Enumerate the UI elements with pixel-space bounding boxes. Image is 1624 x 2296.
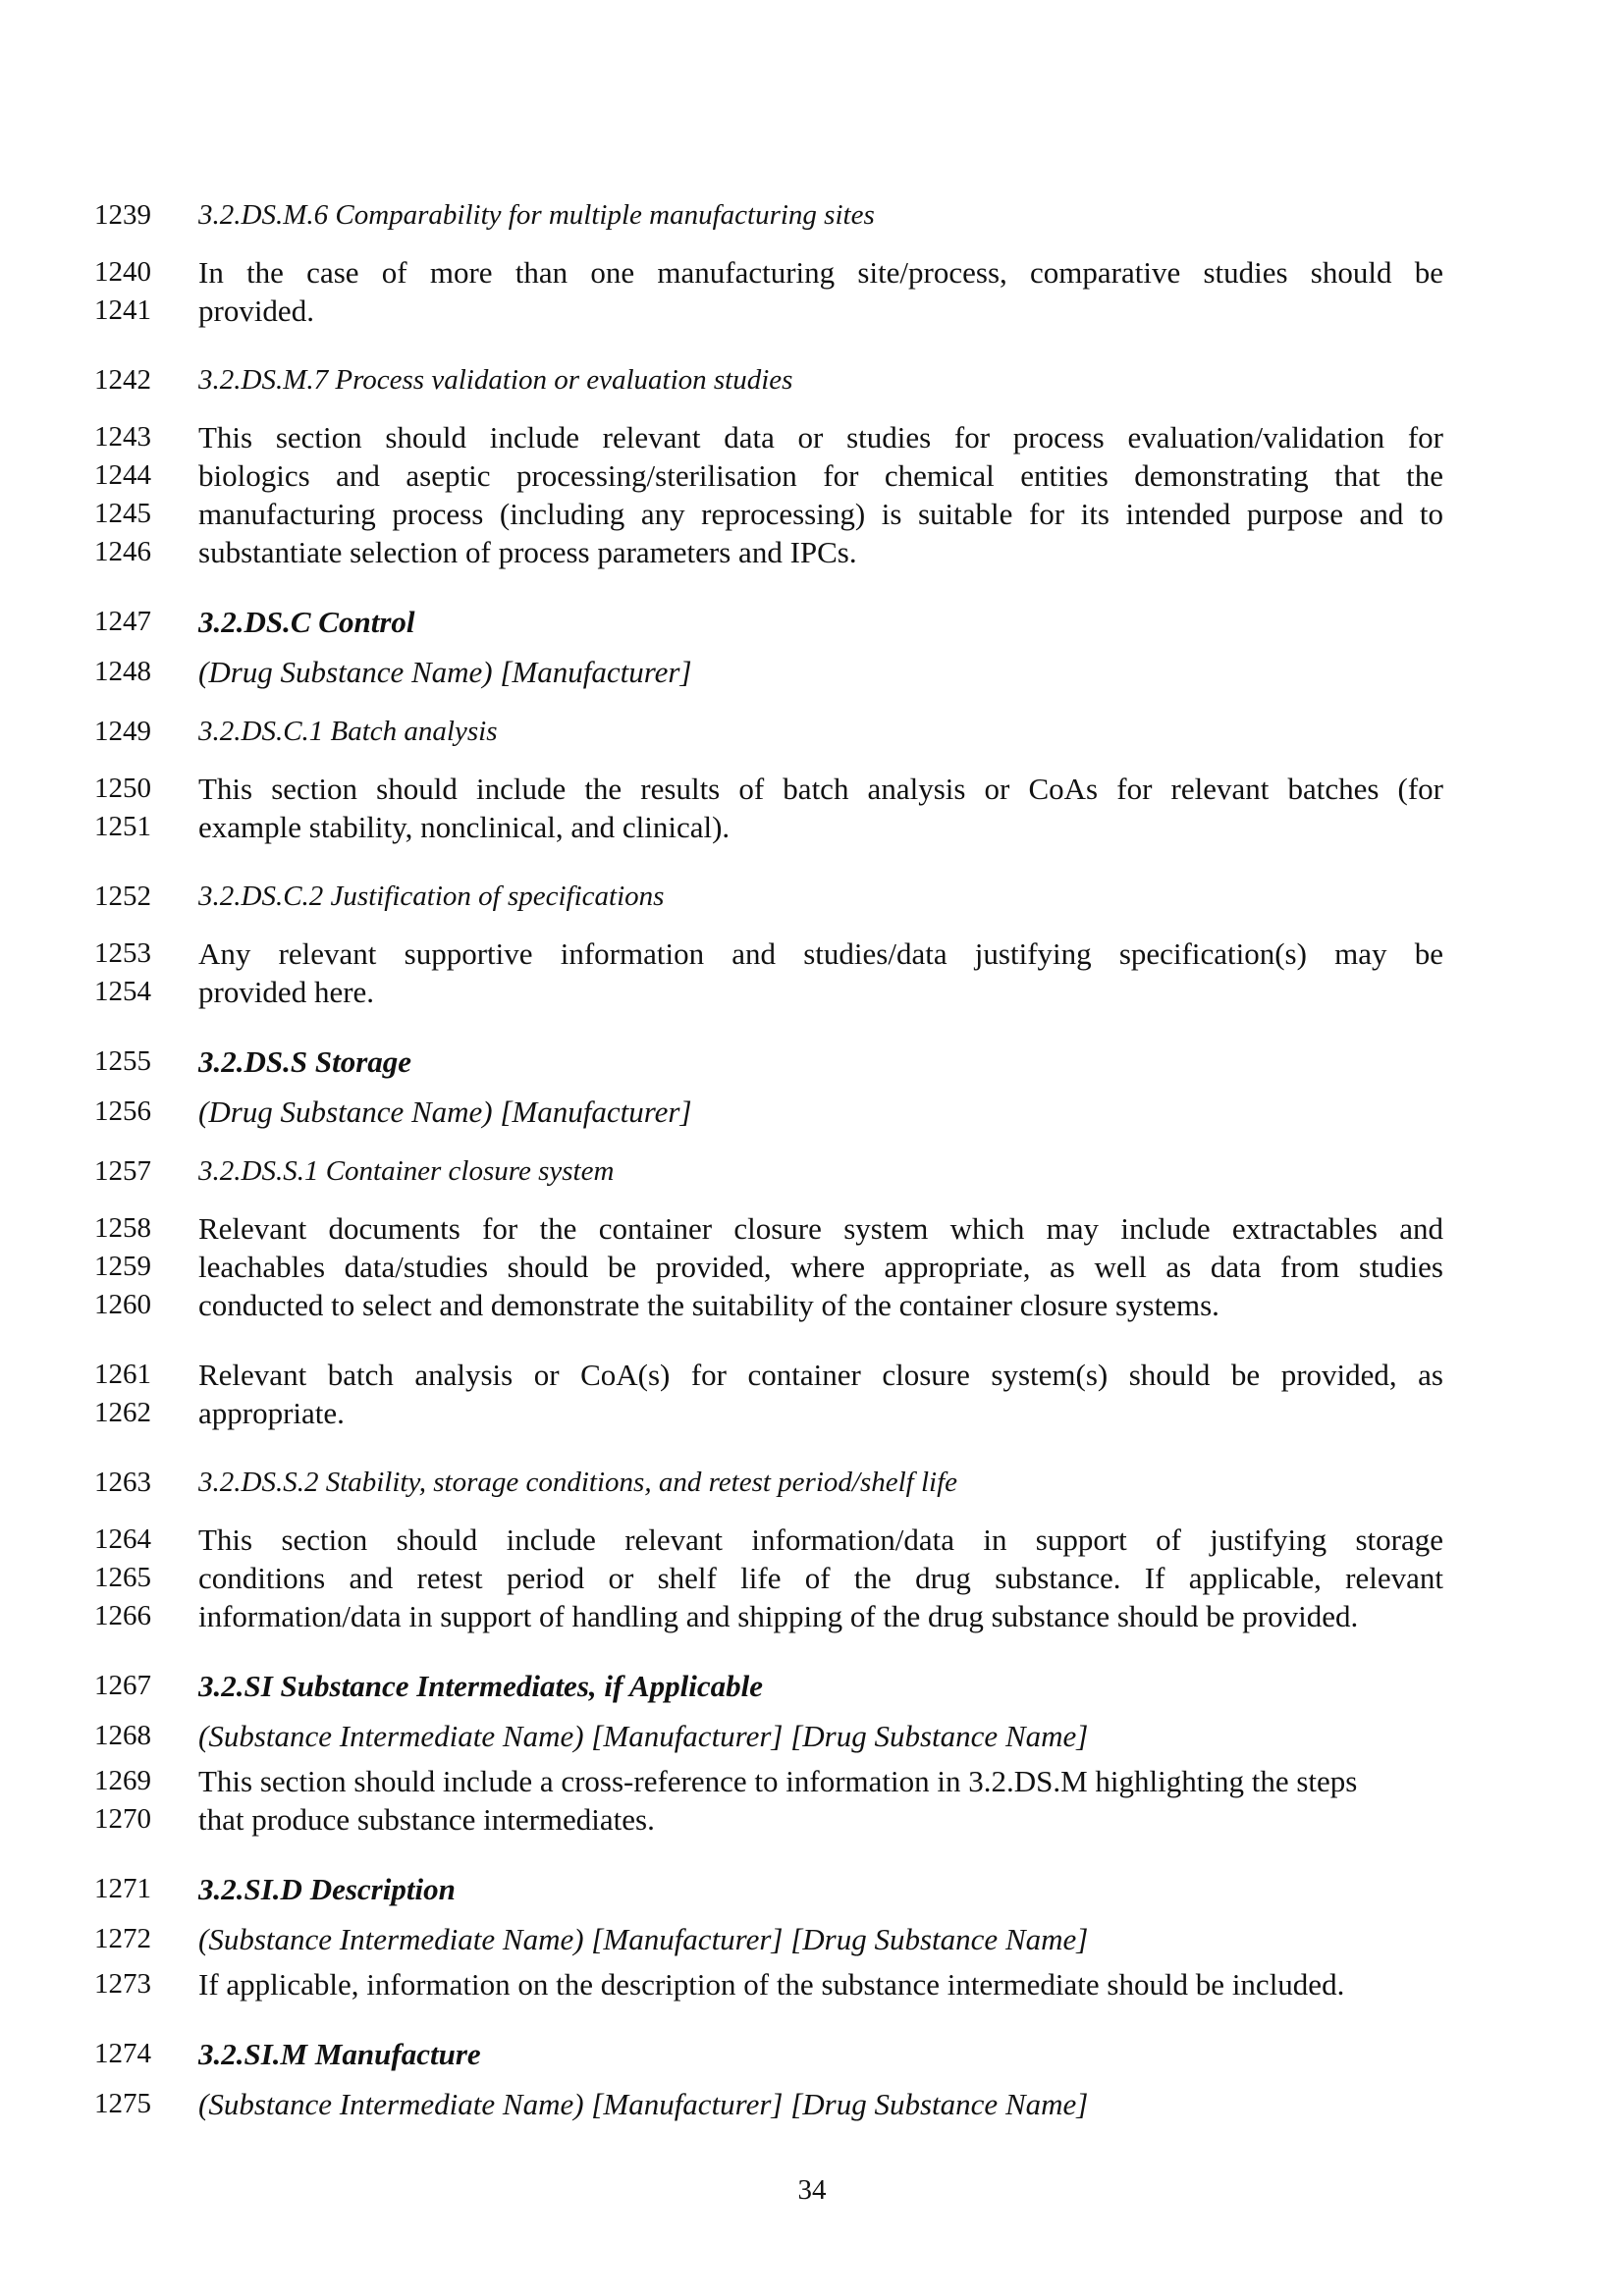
document-line bbox=[77, 253, 1451, 292]
body-text: In the case of more than one manufacturing site/process, comparative studies should be bbox=[198, 255, 1443, 290]
line-number: 1263 bbox=[94, 1467, 151, 1498]
line-number: 1265 bbox=[94, 1562, 151, 1593]
body-text: information/data in support of handling and shipping of the drug substance should be provided. bbox=[198, 1599, 1359, 1633]
document-line bbox=[77, 808, 1451, 846]
document-line bbox=[77, 1093, 1451, 1131]
section-placeholder: (Substance Intermediate Name) [Manufacturer] [Drug Substance Name] bbox=[198, 2087, 1089, 2121]
body-text: Relevant documents for the container closure system which may include extractables and bbox=[198, 1211, 1443, 1246]
line-number: 1248 bbox=[94, 656, 151, 687]
document-line bbox=[77, 196, 1451, 235]
document-line bbox=[77, 418, 1451, 456]
body-text: provided. bbox=[198, 294, 314, 328]
line-number: 1268 bbox=[94, 1720, 151, 1751]
body-text: example stability, nonclinical, and clinical). bbox=[198, 810, 731, 844]
document-line bbox=[77, 713, 1451, 751]
section-heading: 3.2.SI.D Description bbox=[198, 1872, 456, 1906]
body-text: appropriate. bbox=[198, 1396, 345, 1430]
subsection-heading: 3.2.DS.S.1 Container closure system bbox=[198, 1155, 615, 1187]
document-line bbox=[77, 533, 1451, 571]
document-line bbox=[77, 878, 1451, 916]
section-placeholder: (Substance Intermediate Name) [Manufacturer] [Drug Substance Name] bbox=[198, 1719, 1089, 1753]
line-number: 1262 bbox=[94, 1397, 151, 1428]
body-text: conditions and retest period or shelf life of the drug substance. If applicable, relevant bbox=[198, 1561, 1443, 1595]
document-line bbox=[77, 934, 1451, 973]
subsection-heading: 3.2.DS.M.6 Comparability for multiple manufacturing sites bbox=[198, 199, 875, 231]
document-line bbox=[77, 361, 1451, 400]
line-number: 1267 bbox=[94, 1670, 151, 1701]
document-line bbox=[77, 1559, 1451, 1597]
line-number: 1254 bbox=[94, 976, 151, 1007]
subsection-heading: 3.2.DS.S.2 Stability, storage conditions, and retest period/shelf life bbox=[198, 1467, 958, 1498]
section-heading: 3.2.SI.M Manufacture bbox=[198, 2037, 481, 2071]
line-number: 1251 bbox=[94, 811, 151, 842]
section-heading: 3.2.SI Substance Intermediates, if Applicable bbox=[198, 1669, 763, 1703]
body-text: This section should include relevant information/data in support of justifying storage bbox=[198, 1522, 1443, 1557]
body-text: If applicable, information on the description of the substance intermediate should be included. bbox=[198, 1967, 1345, 2002]
document-line bbox=[77, 973, 1451, 1011]
document-line bbox=[77, 1356, 1451, 1394]
body-text: Any relevant supportive information and studies/data justifying specification(s) may be bbox=[198, 936, 1443, 971]
line-number: 1240 bbox=[94, 256, 151, 288]
page-number: 34 bbox=[797, 2174, 827, 2206]
subsection-heading: 3.2.DS.C.1 Batch analysis bbox=[198, 716, 498, 747]
document-line bbox=[77, 603, 1451, 641]
subsection-heading: 3.2.DS.C.2 Justification of specifications bbox=[198, 881, 665, 912]
section-heading: 3.2.DS.S Storage bbox=[198, 1044, 412, 1079]
section-placeholder: (Substance Intermediate Name) [Manufacturer] [Drug Substance Name] bbox=[198, 1922, 1089, 1956]
document-line bbox=[77, 1762, 1451, 1800]
document-line bbox=[77, 653, 1451, 691]
document-line bbox=[77, 1152, 1451, 1191]
line-number: 1242 bbox=[94, 364, 151, 396]
document-line bbox=[77, 1965, 1451, 2003]
document-line bbox=[77, 1717, 1451, 1755]
line-number: 1255 bbox=[94, 1045, 151, 1077]
line-number: 1264 bbox=[94, 1523, 151, 1555]
document-line bbox=[77, 1042, 1451, 1081]
line-number: 1247 bbox=[94, 606, 151, 637]
document-line bbox=[77, 495, 1451, 533]
line-number: 1261 bbox=[94, 1359, 151, 1390]
line-number: 1241 bbox=[94, 294, 151, 326]
body-text: leachables data/studies should be provided, where appropriate, as well as data from studies bbox=[198, 1250, 1443, 1284]
line-number: 1244 bbox=[94, 459, 151, 491]
body-text: This section should include a cross-reference to information in 3.2.DS.M highlighting the steps bbox=[198, 1764, 1358, 1798]
body-text: This section should include the results of batch analysis or CoAs for relevant batches (for bbox=[198, 772, 1443, 806]
line-number: 1266 bbox=[94, 1600, 151, 1631]
line-number: 1252 bbox=[94, 881, 151, 912]
body-text: that produce substance intermediates. bbox=[198, 1802, 655, 1837]
line-number: 1272 bbox=[94, 1923, 151, 1954]
document-line bbox=[77, 1667, 1451, 1705]
line-number: 1273 bbox=[94, 1968, 151, 2000]
line-number: 1275 bbox=[94, 2088, 151, 2119]
document-line bbox=[77, 1521, 1451, 1559]
line-number: 1253 bbox=[94, 937, 151, 969]
line-number: 1245 bbox=[94, 498, 151, 529]
document-line bbox=[77, 1248, 1451, 1286]
line-number: 1256 bbox=[94, 1095, 151, 1127]
line-number: 1239 bbox=[94, 199, 151, 231]
document-line bbox=[77, 1597, 1451, 1635]
document-line bbox=[77, 770, 1451, 808]
body-text: biologics and aseptic processing/sterilisation for chemical entities demonstrating that the bbox=[198, 458, 1443, 493]
line-number: 1269 bbox=[94, 1765, 151, 1796]
line-number: 1260 bbox=[94, 1289, 151, 1320]
document-line bbox=[77, 1464, 1451, 1502]
body-text: This section should include relevant data or studies for process evaluation/validation for bbox=[198, 420, 1443, 454]
line-number: 1270 bbox=[94, 1803, 151, 1835]
line-number: 1271 bbox=[94, 1873, 151, 1904]
document-line bbox=[77, 1920, 1451, 1958]
document-line bbox=[77, 456, 1451, 495]
section-placeholder: (Drug Substance Name) [Manufacturer] bbox=[198, 655, 692, 689]
document-line bbox=[77, 2085, 1451, 2123]
line-number: 1249 bbox=[94, 716, 151, 747]
body-text: provided here. bbox=[198, 975, 375, 1009]
document-line bbox=[77, 1800, 1451, 1839]
section-placeholder: (Drug Substance Name) [Manufacturer] bbox=[198, 1095, 692, 1129]
document-line bbox=[77, 1870, 1451, 1908]
section-heading: 3.2.DS.C Control bbox=[198, 605, 415, 639]
line-number: 1250 bbox=[94, 773, 151, 804]
line-number: 1274 bbox=[94, 2038, 151, 2069]
document-line bbox=[77, 292, 1451, 330]
document-line bbox=[77, 1394, 1451, 1432]
line-number: 1258 bbox=[94, 1212, 151, 1244]
document-line bbox=[77, 1209, 1451, 1248]
line-number: 1246 bbox=[94, 536, 151, 567]
line-number: 1259 bbox=[94, 1251, 151, 1282]
document-line bbox=[77, 1286, 1451, 1324]
body-text: conducted to select and demonstrate the suitability of the container closure systems. bbox=[198, 1288, 1219, 1322]
body-text: manufacturing process (including any reprocessing) is suitable for its intended purpose and to bbox=[198, 497, 1443, 531]
line-number: 1243 bbox=[94, 421, 151, 453]
document-line bbox=[77, 2035, 1451, 2073]
line-number: 1257 bbox=[94, 1155, 151, 1187]
body-text: substantiate selection of process parameters and IPCs. bbox=[198, 535, 857, 569]
body-text: Relevant batch analysis or CoA(s) for container closure system(s) should be provided, as bbox=[198, 1358, 1443, 1392]
subsection-heading: 3.2.DS.M.7 Process validation or evaluation studies bbox=[198, 364, 793, 396]
